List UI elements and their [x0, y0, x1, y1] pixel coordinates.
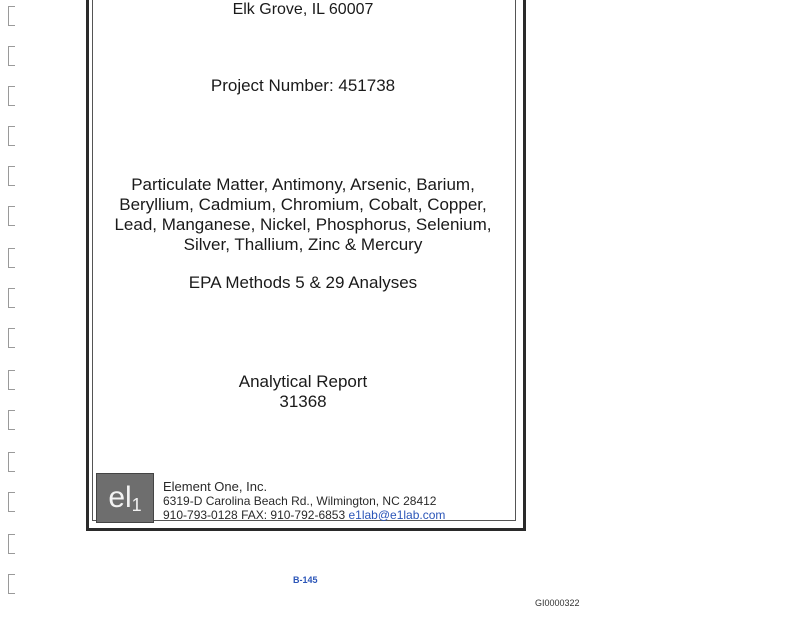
report-number: 31368 [279, 392, 327, 411]
analyte-list [88, 175, 518, 255]
binding-hole [8, 126, 15, 146]
binding-hole [8, 6, 15, 26]
lab-phone-fax: 910-793-0128 FAX: 910-792-6853 [163, 508, 346, 522]
binding-hole [8, 166, 15, 186]
project-number: Project Number: 451738 [210, 76, 396, 95]
binding-hole [8, 492, 15, 512]
binding-hole [8, 370, 15, 390]
bates-number: GI0000322 [535, 598, 580, 608]
page-code: B-145 [293, 575, 318, 585]
logo-subscript: 1 [131, 495, 142, 515]
analyte-line: Lead, Manganese, Nickel, Phosphorus, Selenium, [114, 215, 492, 234]
binding-hole [8, 248, 15, 268]
analyte-line: Beryllium, Cadmium, Chromium, Cobalt, Copper, [119, 195, 487, 214]
binding-hole [8, 206, 15, 226]
analyte-line: Silver, Thallium, Zinc & Mercury [183, 235, 423, 254]
binding-hole [8, 452, 15, 472]
binding-hole [8, 534, 15, 554]
logo-text: el [108, 481, 132, 514]
lab-logo [96, 473, 154, 523]
lab-email-link[interactable]: e1lab@e1lab.com [348, 508, 446, 522]
methods-title: EPA Methods 5 & 29 Analyses [188, 273, 418, 292]
report-title: Analytical Report [238, 372, 368, 391]
client-address: Elk Grove, IL 60007 [232, 1, 374, 18]
binding-hole [8, 328, 15, 348]
lab-name: Element One, Inc. [163, 479, 268, 494]
lab-contact [163, 508, 445, 522]
binding-hole [8, 46, 15, 66]
lab-address: 6319-D Carolina Beach Rd., Wilmington, NC 28412 [163, 494, 437, 508]
binding-hole [8, 410, 15, 430]
binding-hole [8, 574, 15, 594]
binding-hole [8, 86, 15, 106]
binding-hole [8, 288, 15, 308]
analyte-line: Particulate Matter, Antimony, Arsenic, Barium, [131, 175, 475, 194]
